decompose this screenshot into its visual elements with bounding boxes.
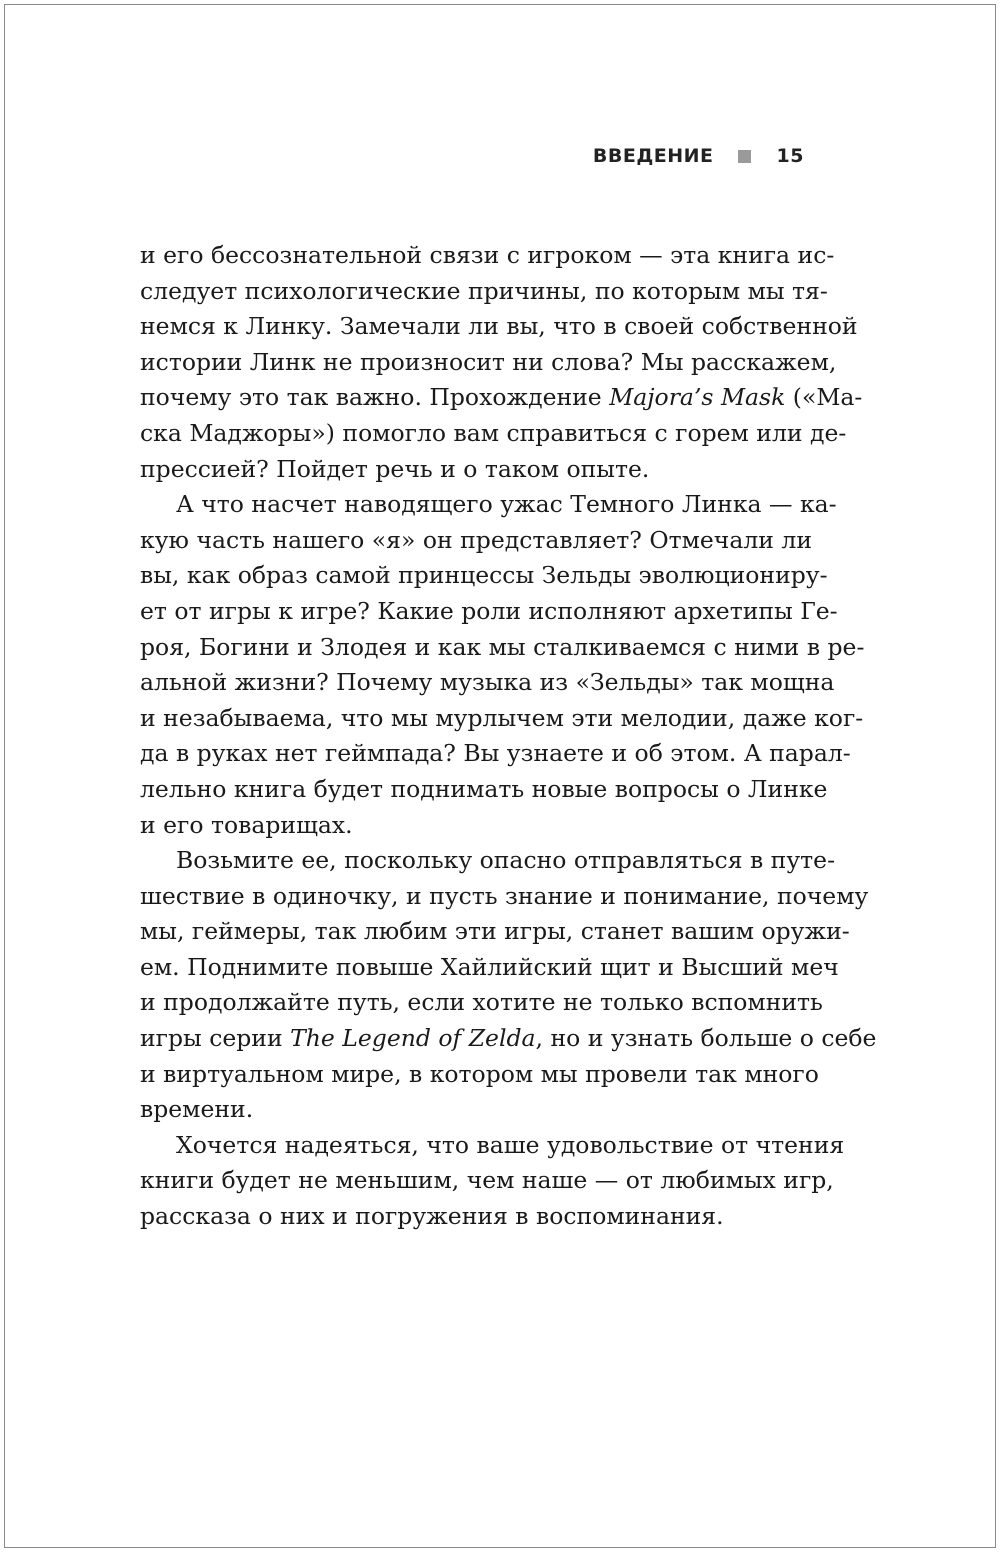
text-line: шествие в одиночку, и пусть знание и понимание, почему — [140, 881, 869, 910]
text-line: да в руках нет геймпада? Вы узнаете и об этом. А парал- — [140, 739, 851, 768]
text-line: Хочется надеяться, что ваше удовольствие от чтения — [176, 1130, 845, 1159]
page-number: 15 — [776, 145, 804, 167]
text-line: ска Маджоры») помогло вам справиться с горем или де- — [140, 418, 847, 447]
text-line: немся к Линку. Замечали ли вы, что в своей собственной — [140, 312, 858, 341]
body-text — [140, 238, 877, 1235]
text-line: и его бессознательной связи с игроком — эта книга ис- — [140, 241, 835, 269]
text-run: почему это так важно. Прохождение — [140, 383, 610, 412]
text-line — [140, 1021, 877, 1057]
text-line: А что насчет наводящего ужас Темного Линка — ка- — [176, 490, 837, 519]
section-title: ВВЕДЕНИЕ — [592, 145, 714, 167]
italic-title: Majora’s Mask — [609, 383, 786, 412]
text-line: книги будет не меньшим, чем наше — от любимых игр, — [140, 1166, 834, 1195]
text-line: ем. Поднимите повыше Хайлийский щит и Высший меч — [140, 952, 839, 981]
text-line: роя, Богини и Злодея и как мы сталкиваемся с ними в ре- — [140, 632, 865, 661]
paragraph — [140, 238, 863, 487]
text-run: («Ма- — [785, 383, 863, 412]
text-line: и виртуальном мире, в котором мы провели так много — [140, 1059, 819, 1088]
text-line: рассказа о них и погружения в воспоминания. — [140, 1202, 724, 1231]
text-line: и его товарищах. — [140, 810, 353, 839]
text-line: альной жизни? Почему музыка из «Зельды» так мощна — [140, 668, 835, 697]
text-line: прессией? Пойдет речь и о таком опыте. — [140, 454, 650, 483]
italic-title: The Legend of Zelda — [290, 1024, 536, 1053]
text-line — [140, 380, 863, 416]
text-line: и продолжайте путь, если хотите не только вспомнить — [140, 988, 823, 1017]
text-line: и незабываема, что мы мурлычем эти мелодии, даже ког- — [140, 703, 864, 732]
text-run: игры серии — [140, 1024, 291, 1053]
text-line: вы, как образ самой принцессы Зельды эволюциониру- — [140, 561, 828, 590]
text-run: , но и узнать больше о себе — [535, 1024, 877, 1053]
text-line: мы, геймеры, так любим эти игры, станет вашим оружи- — [140, 917, 850, 946]
text-line: ет от игры к игре? Какие роли исполняют архетипы Ге- — [140, 596, 838, 625]
text-line: Возьмите ее, поскольку опасно отправляться в путе- — [176, 846, 836, 875]
text-line: следует психологические причины, по которым мы тя- — [140, 276, 828, 305]
text-line: истории Линк не произносит ни слова? Мы расскажем, — [140, 347, 837, 376]
running-head — [593, 145, 804, 167]
text-line: лельно книга будет поднимать новые вопросы о Линке — [140, 774, 828, 803]
square-separator-icon — [738, 150, 751, 163]
paragraph — [140, 843, 877, 1128]
paragraph — [140, 487, 865, 843]
text-line: времени. — [140, 1095, 254, 1124]
text-line: кую часть нашего «я» он представляет? Отмечали ли — [140, 525, 812, 554]
paragraph — [140, 1128, 845, 1235]
